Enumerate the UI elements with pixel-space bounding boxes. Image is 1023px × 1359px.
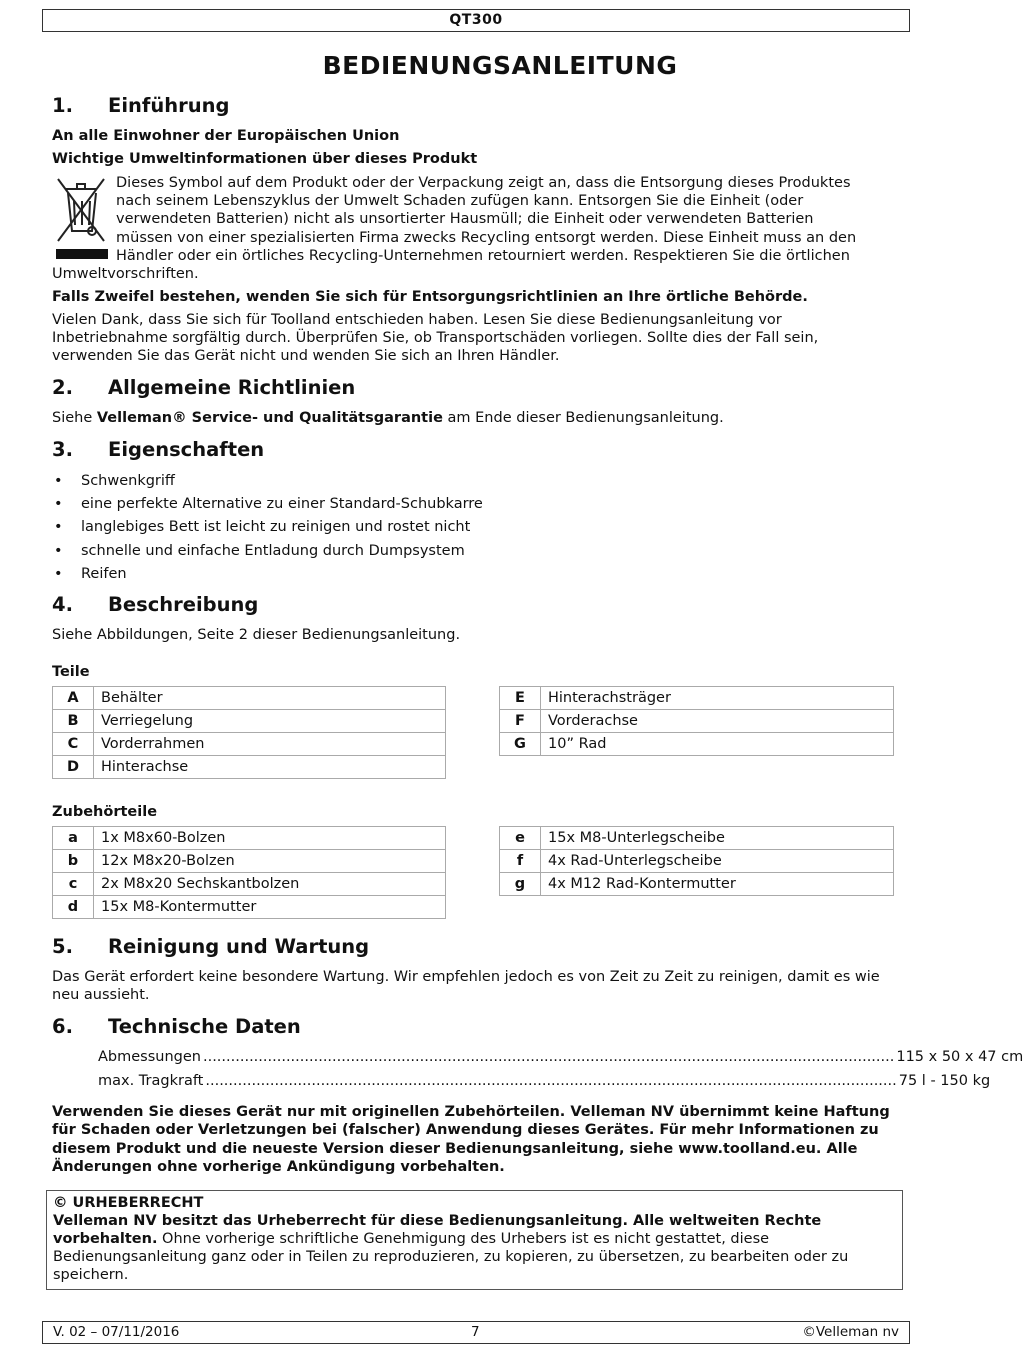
list-item: • eine perfekte Alternative zu einer Standard-Schubkarre — [54, 496, 483, 513]
disclaimer-paragraph: Verwenden Sie dieses Gerät nur mit originellen Zubehörteilen. Velleman NV übernimmt keine Haftung für Schaden oder Verletzungen bei (falscher) Anwendung dieses Gerätes. Für mehr Informationen zu diesem Produkt und die neueste Version dieser Bedienungsanleitung, siehe www.toolland.eu. Alle Änderungen ohne vorherige Ankündigung vorbehalten. — [52, 1104, 890, 1175]
document-title: BEDIENUNGSANLEITUNG — [322, 51, 678, 80]
weee-paragraph: Dieses Symbol auf dem Produkt oder der Verpackung zeigt an, dass die Entsorgung dieses Produktes nach seinem Lebenszyklus der Umwelt Schaden zufügen kann. Entsorgen Sie die Einheit (oder verwendeten Batterien) nicht als unsortierter Hausmüll; die Einheit oder verwendeten Batterien müssen von einer spezialisierten Firma zwecks Recycling entsorgt werden. Diese Einheit muss an den Händler oder ein örtliches Recycling-Unternehmen retourniert werden. Respektieren Sie die örtlichen Umweltvorschriften. — [52, 175, 857, 283]
table-row: a 1x M8x60-Bolzen — [53, 827, 446, 850]
table-row: d 15x M8-Kontermutter — [53, 896, 446, 919]
table-row: B Verriegelung — [53, 710, 446, 733]
accessories-table-right — [499, 826, 894, 896]
section-4-heading: 4. Beschreibung — [52, 593, 259, 616]
table-row: f 4x Rad-Unterlegscheibe — [500, 850, 894, 873]
table-row: b 12x M8x20-Bolzen — [53, 850, 446, 873]
table-row: G 10” Rad — [500, 733, 894, 756]
section-2-heading: 2. Allgemeine Richtlinien — [52, 376, 356, 399]
brand-label: ©Velleman nv — [802, 1324, 899, 1340]
guidelines-paragraph: Siehe Velleman® Service- und Qualitätsgarantie am Ende dieser Bedienungsanleitung. — [52, 410, 724, 426]
spec-row-capacity: max. Tragkraft ...................................................................................................................................................... 75 l - 150 kg — [98, 1073, 991, 1089]
page-number: 7 — [471, 1324, 480, 1340]
features-list — [52, 472, 483, 588]
parts-table-left — [52, 686, 446, 779]
eu-heading: An alle Einwohner der Europäischen Union — [52, 128, 400, 144]
maintenance-paragraph: Das Gerät erfordert keine besondere Wartung. Wir empfehlen jedoch es von Zeit zu Zeit zu reinigen, damit es wie neu aussieht. — [52, 969, 880, 1003]
page-footer — [42, 1321, 910, 1344]
parts-table-right — [499, 686, 894, 756]
section-1-heading: 1. Einführung — [52, 94, 230, 117]
list-item: • schnelle und einfache Entladung durch Dumpsystem — [54, 542, 465, 559]
spec-row-dimensions: Abmessungen ...................................................................................................................................................... 115 x 50 x 47 cm — [98, 1049, 1023, 1065]
model-label: QT300 — [449, 12, 503, 28]
section-3-heading: 3. Eigenschaften — [52, 438, 265, 461]
table-row: e 15x M8-Unterlegscheibe — [500, 827, 894, 850]
thanks-paragraph: Vielen Dank, dass Sie sich für Toolland entschieden haben. Lesen Sie diese Bedienungsanleitung vor Inbetriebnahme sorgfältig durch. Überprüfen Sie, ob Transportschäden vorliegen. Sollte dies der Fall sein, verwenden Sie das Gerät nicht und wenden Sie sich an Ihren Händler. — [52, 312, 819, 364]
description-paragraph: Siehe Abbildungen, Seite 2 dieser Bedienungsanleitung. — [52, 627, 461, 643]
copyright-heading: © URHEBERRECHT — [53, 1195, 204, 1211]
table-row: E Hinterachsträger — [500, 687, 894, 710]
copyright-box — [46, 1190, 903, 1290]
accessories-heading: Zubehörteile — [52, 804, 158, 820]
table-row: F Vorderachse — [500, 710, 894, 733]
table-row: D Hinterachse — [53, 756, 446, 779]
page-header — [42, 9, 910, 32]
doubt-notice: Falls Zweifel bestehen, wenden Sie sich für Entsorgungsrichtlinien an Ihre örtliche Behörde. — [52, 289, 808, 305]
accessories-table-left — [52, 826, 446, 919]
section-6-heading: 6. Technische Daten — [52, 1015, 301, 1038]
parts-heading: Teile — [52, 664, 90, 680]
list-item: • langlebiges Bett ist leicht zu reinigen und rostet nicht — [54, 519, 471, 536]
table-row: g 4x M12 Rad-Kontermutter — [500, 873, 894, 896]
table-row: C Vorderrahmen — [53, 733, 446, 756]
section-5-heading: 5. Reinigung und Wartung — [52, 935, 370, 958]
table-row: c 2x M8x20 Sechskantbolzen — [53, 873, 446, 896]
list-item: • Schwenkgriff — [54, 473, 175, 489]
version-label: V. 02 – 07/11/2016 — [53, 1324, 180, 1340]
copyright-text: Velleman NV besitzt das Urheberrecht für diese Bedienungsanleitung. Alle weltweiten Rechte vorbehalten. Ohne vorherige schriftliche Genehmigung des Urhebers ist es nicht gestattet, diese Bedienungsanleitung ganz oder in Teilen zu reproduzieren, zu kopieren, zu übersetzen, zu bearbeiten oder zu speichern. — [53, 1213, 849, 1283]
table-row: A Behälter — [53, 687, 446, 710]
env-heading: Wichtige Umweltinformationen über dieses Produkt — [52, 151, 478, 167]
list-item: • Reifen — [54, 565, 127, 582]
